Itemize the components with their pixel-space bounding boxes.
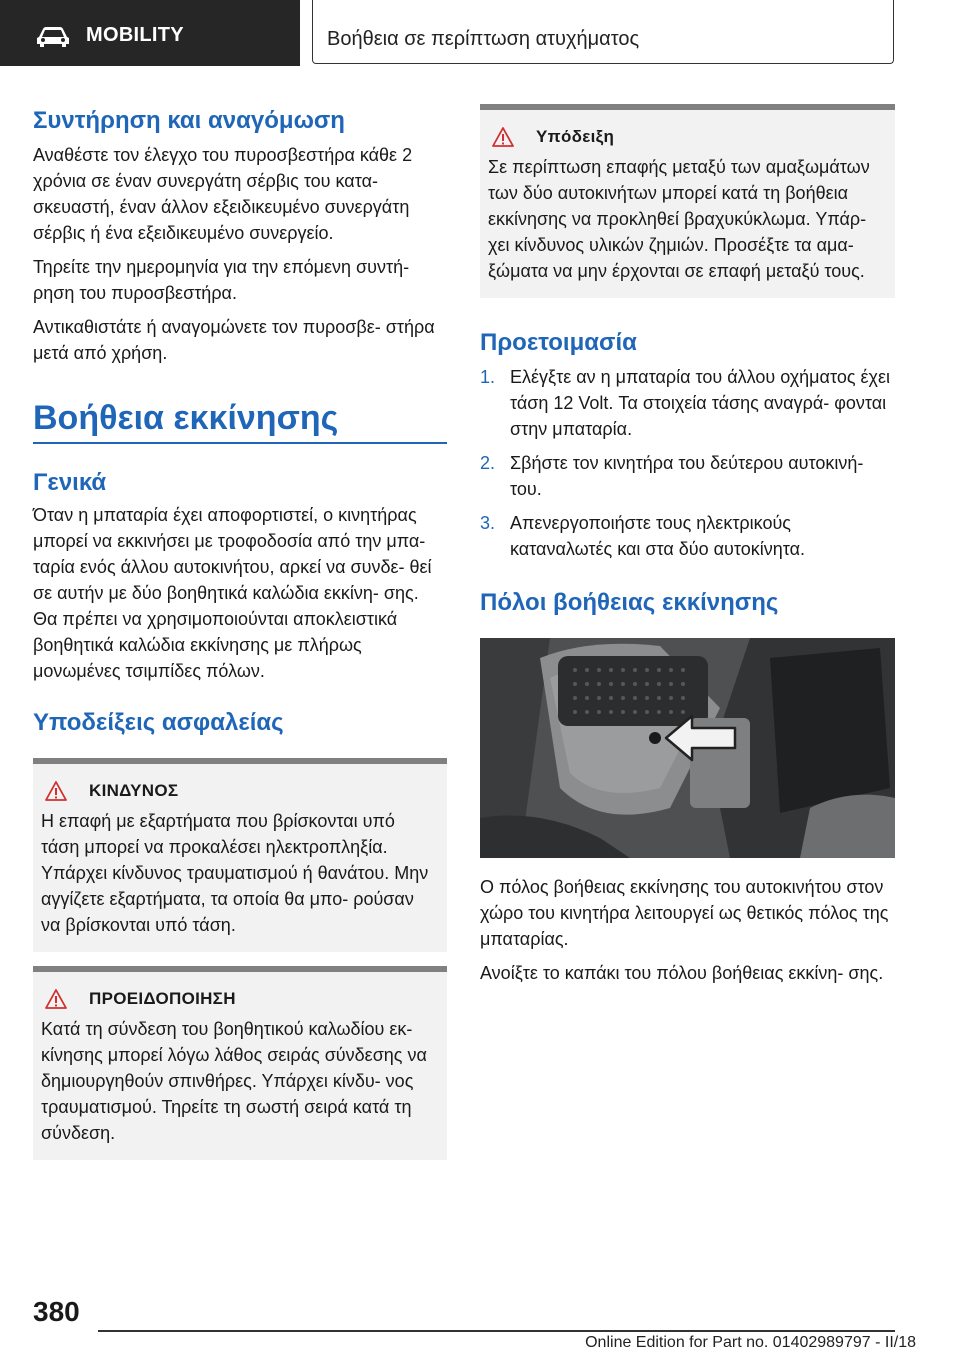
general-paragraph: Όταν η μπαταρία έχει αποφορτιστεί, ο κινητήρας μπορεί να εκκινήσει με τροφοδοσία από την μπα- ταρία ενός άλλου αυτοκινήτου, αρκεί να συνδε- θεί σε αυτήν με δύο βοηθητικά καλώδια εκκίνη- σης. Θα πρέπει να χρησιμοποιούνται αποκλειστικά βοηθητικά καλώδια εκκίνησης με πλήρως μονωμένες τσιμπίδες πόλων. xyxy=(33,504,432,681)
preparation-heading: Προετοιμασία xyxy=(480,329,637,356)
poles-heading: Πόλοι βοήθειας εκκίνησης xyxy=(480,589,779,616)
warning-triangle-icon xyxy=(45,781,67,801)
poles-paragraph-1: Ο πόλος βοήθειας εκκίνησης του αυτοκινήτου στον χώρο του κινητήρα λειτουργεί ως θετικός πόλος της μπαταρίας. xyxy=(480,877,889,949)
chapter-tab[interactable] xyxy=(312,0,894,64)
warning-label: ΠΡΟΕΙΔΟΠΟΙΗΣΗ xyxy=(89,988,236,1008)
safety-heading: Υποδείξεις ασφαλείας xyxy=(33,708,284,736)
general-heading: Γενικά xyxy=(33,468,107,496)
chapter-title: Βοήθεια σε περίπτωση ατυχήματος xyxy=(327,28,640,50)
engine-bay-photo xyxy=(480,638,895,858)
left-column xyxy=(33,106,447,1160)
hint-text: Σε περίπτωση επαφής μεταξύ των αμαξωμάτων των δύο αυτοκινήτων μπορεί κατά τη βοήθεια εκκίνησης να προκληθεί βραχυκύκλωμα. Υπάρ- χει κίνδυνος υλικών ζημιών. Προσέξτε τα αμα- ξώματα να μην έρχονται σε επαφή μεταξύ τους. xyxy=(488,157,870,281)
step-item: 3. Απενεργοποιήστε τους ηλεκτρικούς καταναλωτές και στα δύο αυτοκίνητα. xyxy=(480,513,806,559)
hint-box xyxy=(480,104,895,298)
poles-paragraph-2: Ανοίξτε το καπάκι του πόλου βοήθειας εκκίνη- σης. xyxy=(480,963,884,983)
maintenance-paragraph-3: Αντικαθιστάτε ή αναγομώνετε τον πυροσβε- στήρα μετά από χρήση. xyxy=(33,317,435,363)
jump-start-heading: Βοήθεια εκκίνησης xyxy=(33,399,339,437)
warning-triangle-icon xyxy=(45,989,67,1009)
right-column xyxy=(480,104,895,986)
edition-note: Online Edition for Part no. 01402989797 - II/18 xyxy=(585,1334,916,1351)
step-item: 2. Σβήστε τον κινητήρα του δεύτερου αυτοκινή- του. xyxy=(480,453,864,499)
danger-text: Η επαφή με εξαρτήματα που βρίσκονται υπό τάση μπορεί να προκαλέσει ηλεκτροπληξία. Υπάρχει κίνδυνος τραυματισμού ή θανάτου. Μην αγγίζετε εξαρτήματα, τα οποία θα μπο- ρούσαν να βρίσκονται υπό τάση. xyxy=(41,810,429,935)
maintenance-heading: Συντήρηση και αναγόμωση xyxy=(33,107,345,134)
page-number: 380 xyxy=(33,1296,80,1327)
engine-bay-illustration xyxy=(480,638,895,858)
warning-box xyxy=(33,966,447,1160)
warning-triangle-icon xyxy=(492,127,514,147)
heading-rule xyxy=(33,442,447,444)
section-tab[interactable] xyxy=(0,0,300,66)
danger-box xyxy=(33,758,447,952)
page-header xyxy=(0,0,960,66)
maintenance-paragraph-1: Αναθέστε τον έλεγχο του πυροσβεστήρα κάθε 2 χρόνια σε έναν συνεργάτη σέρβις του κατα- σκευαστή, έναν άλλον εξειδικευμένο συνεργάτη σέρβις ή ένα εξειδικευμένο συνεργείο. xyxy=(33,145,413,243)
car-icon xyxy=(36,26,70,48)
maintenance-paragraph-2: Τηρείτε την ημερομηνία για την επόμενη συντή- ρηση του πυροσβεστήρα. xyxy=(33,257,410,303)
preparation-steps xyxy=(480,364,895,562)
footer-rule xyxy=(98,1330,895,1332)
step-item: 1. Ελέγξτε αν η μπαταρία του άλλου οχήματος έχει τάση 12 Volt. Τα στοιχεία τάσης αναγρά- φονται στην μπαταρία. xyxy=(480,367,890,439)
hint-label: Υπόδειξη xyxy=(536,127,615,146)
section-tab-label: MOBILITY xyxy=(86,24,184,46)
warning-text: Κατά τη σύνδεση του βοηθητικού καλωδίου εκ- κίνησης μπορεί λόγω λάθος σειράς σύνδεσης να δημιουργηθούν σπινθήρες. Υπάρχει κίνδυ- νος τραυματισμού. Τηρείτε τη σωστή σειρά κατά τη σύνδεση. xyxy=(41,1018,427,1143)
danger-label: ΚΙΝΔΥΝΟΣ xyxy=(89,780,179,800)
